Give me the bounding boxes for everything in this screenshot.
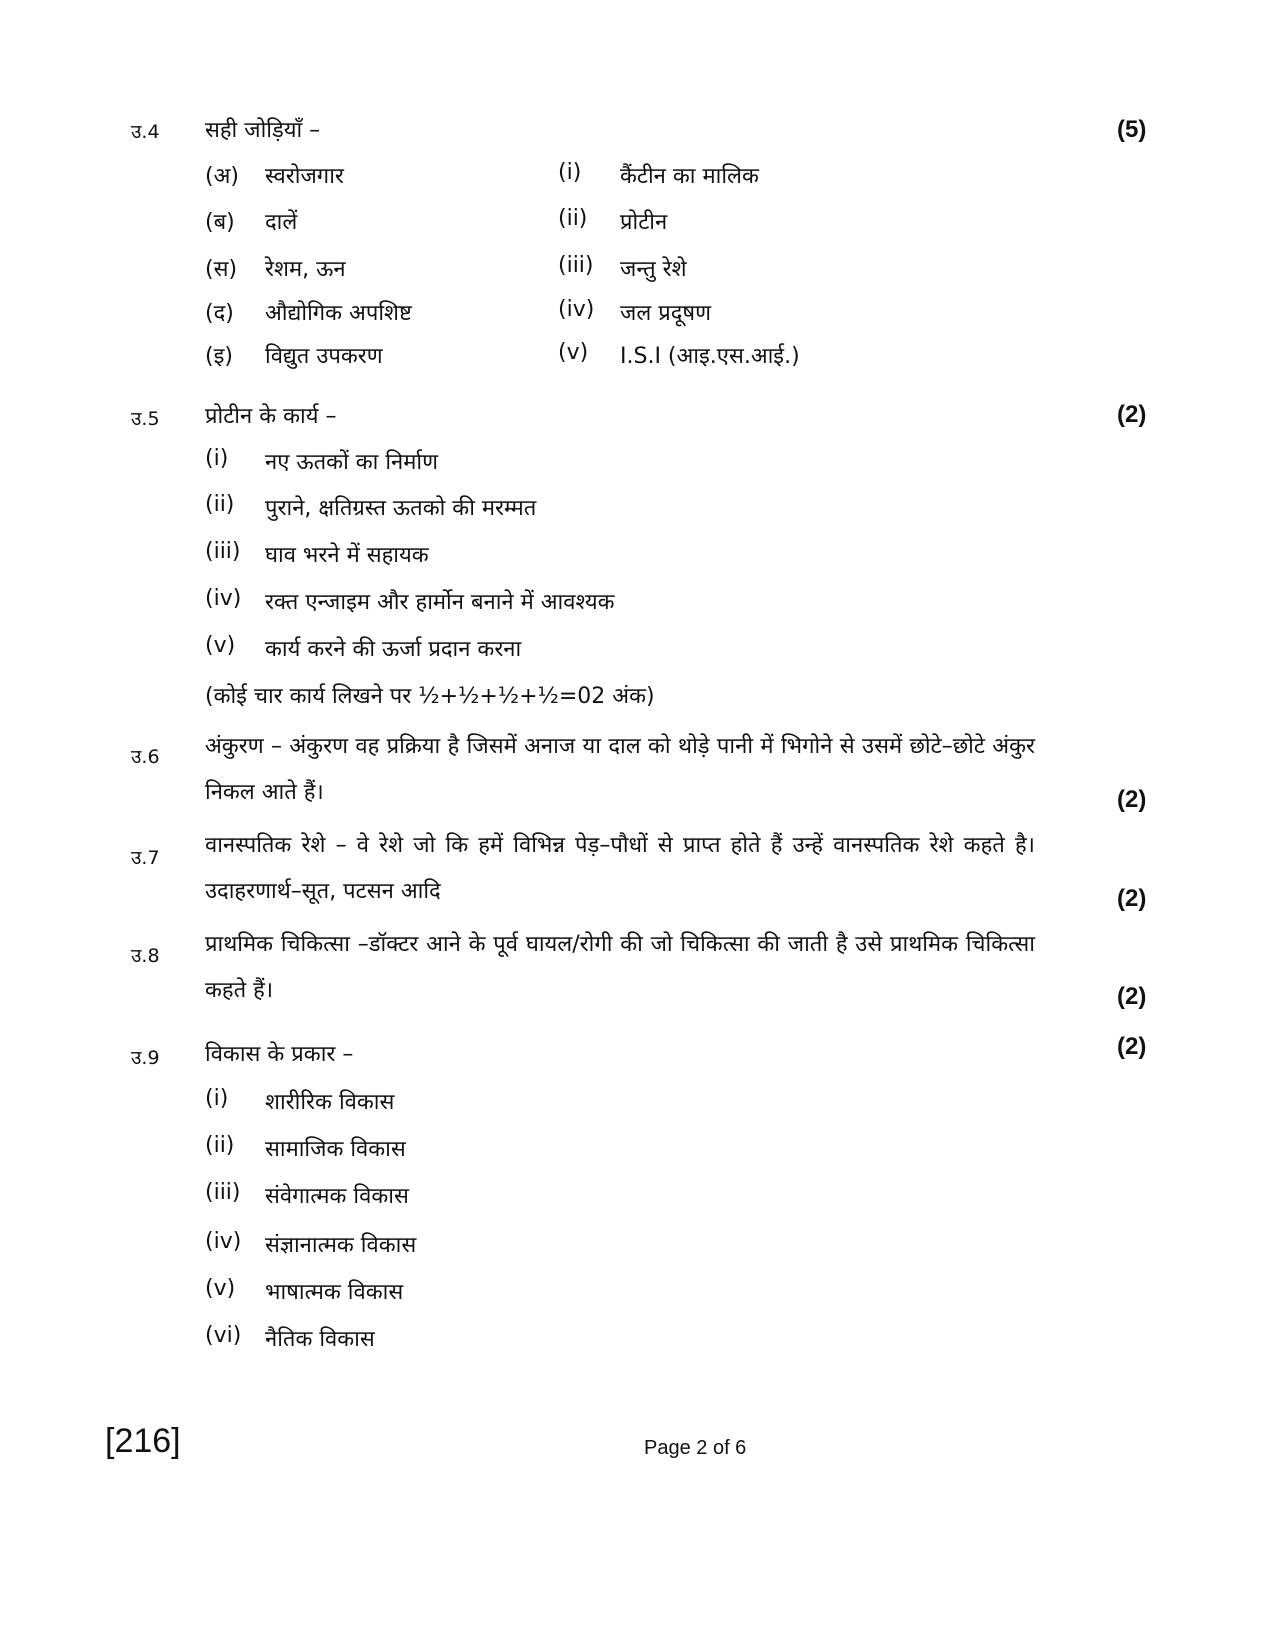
pair-right-label: (i) [558, 160, 582, 185]
answer-text: अंकुरण – अंकुरण वह प्रक्रिया है जिसमें अनाज या दाल को थोड़े पानी में भिगोने से उसमें छोटे–छोटे अंकुर निकल आते हैं। [205, 734, 1035, 805]
marks: (5) [1117, 116, 1147, 143]
list-item-text: घाव भरने में सहायक [265, 543, 429, 568]
list-item-label: (i) [205, 446, 229, 471]
list-item-text: सामाजिक विकास [265, 1137, 406, 1162]
pair-right-label: (iii) [558, 253, 594, 278]
list-item-label: (v) [205, 1276, 236, 1301]
page-number: Page 2 of 6 [644, 1437, 747, 1459]
pair-left-label: (इ) [205, 344, 233, 369]
question-title: विकास के प्रकार – [205, 1042, 354, 1067]
pair-right-text: जल प्रदूषण [620, 301, 712, 326]
pair-right-text: प्रोटीन [620, 210, 668, 235]
question-number: उ.8 [131, 945, 160, 967]
list-item-label: (ii) [205, 492, 235, 517]
pair-left-text: औद्योगिक अपशिष्ट [265, 301, 412, 326]
list-item-label: (i) [205, 1086, 229, 1111]
pair-left-label: (अ) [205, 164, 239, 189]
question-number: उ.5 [131, 408, 160, 430]
list-item-label: (ii) [205, 1133, 235, 1158]
question-number: उ.7 [131, 847, 160, 869]
pair-right-label: (iv) [558, 297, 595, 322]
marks: (2) [1117, 401, 1147, 428]
pair-right-text: जन्तु रेशे [620, 257, 687, 282]
list-item-text: रक्त एन्जाइम और हार्मोन बनाने में आवश्यक [265, 590, 615, 615]
list-item-label: (vi) [205, 1323, 242, 1348]
list-item-text: नैतिक विकास [265, 1327, 375, 1352]
marks: (2) [1117, 1033, 1147, 1060]
list-item-text: संज्ञानात्मक विकास [265, 1233, 417, 1258]
question-title: प्रोटीन के कार्य – [205, 404, 337, 429]
list-item-label: (v) [205, 633, 236, 658]
list-item-label: (iv) [205, 586, 242, 611]
list-item-text: नए ऊतकों का निर्माण [265, 450, 439, 475]
marks: (2) [1117, 885, 1147, 912]
pair-left-text: रेशम, ऊन [265, 257, 346, 282]
list-item-label: (iii) [205, 1180, 241, 1205]
list-item-label: (iv) [205, 1229, 242, 1254]
list-item-text: पुराने, क्षतिग्रस्त ऊतको की मरम्मत [265, 496, 537, 521]
marking-note: (कोई चार कार्य लिखने पर ½+½+½+½=02 अंक) [205, 684, 655, 709]
list-item-text: संवेगात्मक विकास [265, 1184, 409, 1209]
pair-left-label: (द) [205, 301, 234, 326]
pair-left-label: (स) [205, 257, 238, 282]
question-number: उ.9 [131, 1047, 160, 1069]
answer-text: प्राथमिक चिकित्सा –डॉक्टर आने के पूर्व घायल/रोगी की जो चिकित्सा की जाती है उसे प्राथमिक चिकित्सा कहते हैं। [205, 932, 1035, 1003]
pair-left-text: विद्युत उपकरण [265, 344, 383, 369]
paper-code: [216] [105, 1422, 181, 1460]
pair-right-label: (ii) [558, 206, 588, 231]
question-number: उ.6 [131, 746, 160, 768]
question-number: उ.4 [131, 121, 160, 143]
list-item-text: भाषात्मक विकास [265, 1280, 404, 1305]
pair-right-text: कैंटीन का मालिक [620, 164, 759, 189]
pair-left-text: दालें [265, 210, 298, 235]
list-item-text: कार्य करने की ऊर्जा प्रदान करना [265, 637, 522, 662]
marks: (2) [1117, 983, 1147, 1010]
pair-right-label: (v) [558, 340, 589, 365]
question-title: सही जोड़ियाँ – [205, 118, 321, 143]
answer-text: वानस्पतिक रेशे – वे रेशे जो कि हमें विभिन्न पेड़–पौधों से प्राप्त होते हैं उन्हें वानस्पतिक रेशे कहते है। उदाहरणार्थ–सूत, पटसन आदि [205, 833, 1035, 904]
marks: (2) [1117, 786, 1147, 813]
pair-left-text: स्वरोजगार [265, 164, 344, 189]
pair-left-label: (ब) [205, 210, 235, 235]
list-item-label: (iii) [205, 539, 241, 564]
list-item-text: शारीरिक विकास [265, 1090, 395, 1115]
pair-right-text: I.S.I (आइ.एस.आई.) [620, 344, 800, 369]
